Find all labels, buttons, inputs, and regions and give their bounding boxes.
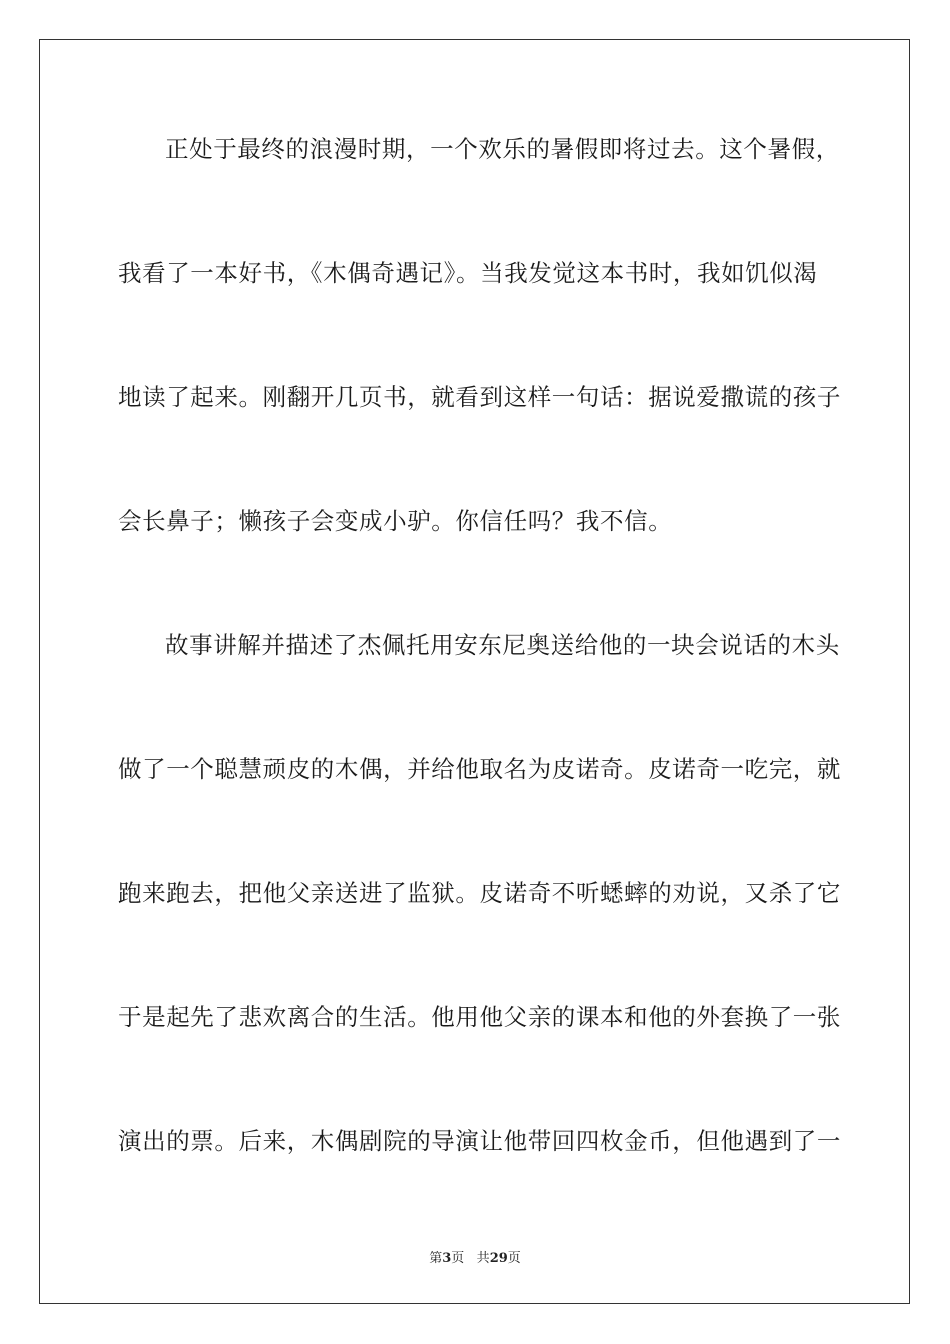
footer-page-suffix: 页 [451, 1251, 465, 1266]
paragraph-1-line-2: 我看了一本好书，《木偶奇遇记》。当我发觉这本书时，我如饥似渴 [118, 259, 818, 287]
footer-total-pages: 29 [489, 1251, 508, 1266]
footer-page-prefix: 第 [429, 1251, 443, 1266]
paragraph-1-line-3: 地读了起来。刚翻开几页书，就看到这样一句话：据说爱撒谎的孩子 [118, 383, 841, 411]
footer-page-number: 3 [442, 1251, 452, 1266]
paragraph-2-line-1: 故事讲解并描述了杰佩托用安东尼奥送给他的一块会说话的木头 [165, 631, 840, 659]
footer-total-prefix: 共 [476, 1251, 490, 1266]
paragraph-1-line-1: 正处于最终的浪漫时期，一个欢乐的暑假即将过去。这个暑假， [165, 135, 840, 163]
page-frame [39, 39, 910, 1304]
paragraph-1-line-4: 会长鼻子；懒孩子会变成小驴。你信任吗？我不信。 [118, 507, 673, 535]
page-footer [0, 1247, 950, 1266]
paragraph-2-line-5: 演出的票。后来，木偶剧院的导演让他带回四枚金币，但他遇到了一 [118, 1127, 841, 1155]
paragraph-2-line-3: 跑来跑去，把他父亲送进了监狱。皮诺奇不听蟋蟀的劝说，又杀了它 [118, 879, 841, 907]
paragraph-2-line-4: 于是起先了悲欢离合的生活。他用他父亲的课本和他的外套换了一张 [118, 1003, 841, 1031]
paragraph-2-line-2: 做了一个聪慧顽皮的木偶，并给他取名为皮诺奇。皮诺奇一吃完，就 [118, 755, 841, 783]
footer-total-suffix: 页 [507, 1251, 521, 1266]
